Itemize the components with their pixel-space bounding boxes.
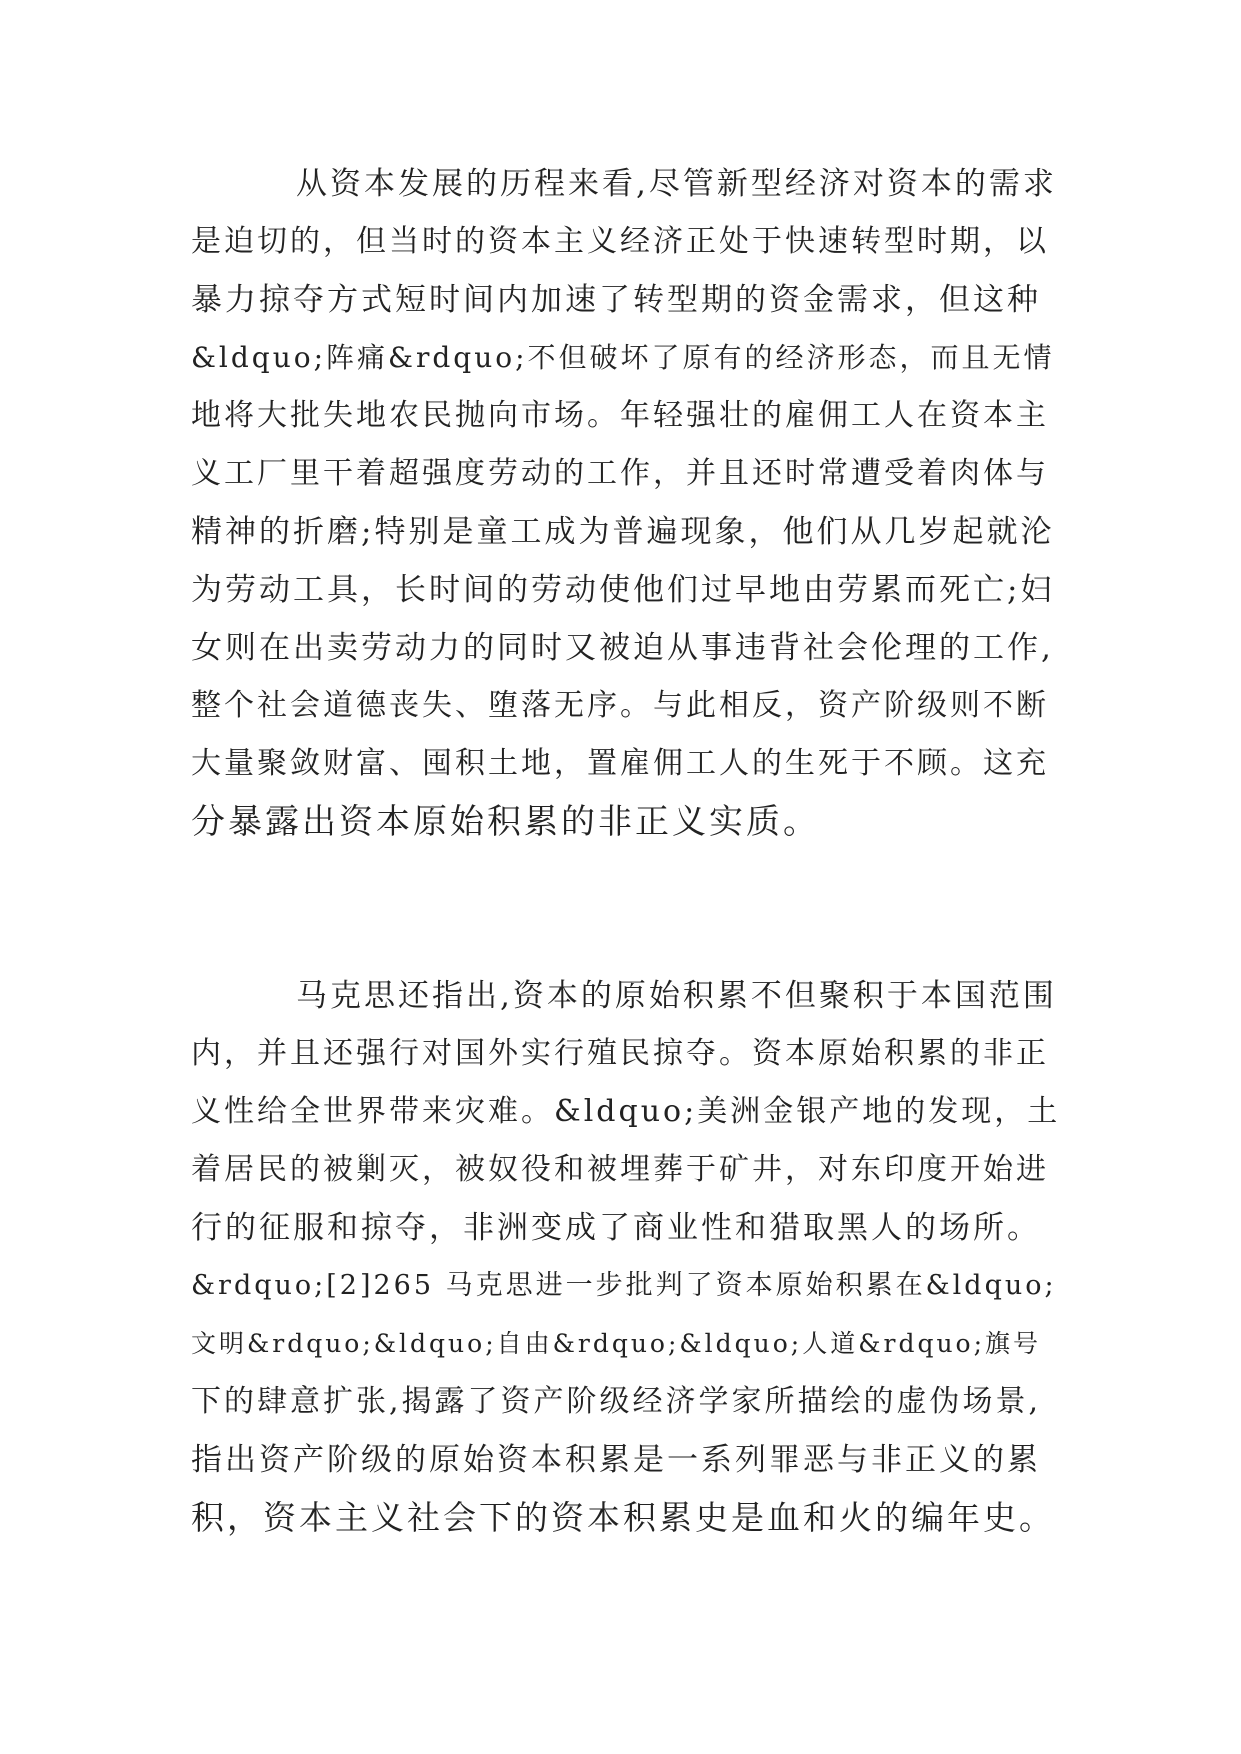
- paragraph-line: &rdquo;[2]265 马克思进一步批判了资本原始积累在&ldquo;: [191, 1270, 1057, 1301]
- paragraph-line: 为劳动工具，长时间的劳动使他们过早地由劳累而死亡;妇: [191, 572, 1055, 608]
- paragraph-line: 义性给全世界带来灾难。&ldquo;美洲金银产地的发现，土: [191, 1094, 1061, 1129]
- paragraph-line: &ldquo;阵痛&rdquo;不但破坏了原有的经济形态，而且无情: [191, 341, 1055, 374]
- paragraph-line: 文明&rdquo;&ldquo;自由&rdquo;&ldquo;人道&rdquo;旗号: [191, 1329, 1042, 1358]
- paragraph-line: 女则在出卖劳动力的同时又被迫从事违背社会伦理的工作,: [191, 630, 1054, 666]
- paragraph-line: 大量聚敛财富、囤积土地，置雇佣工人的生死于不顾。这充: [191, 746, 1049, 781]
- paragraph-line: 行的征服和掠夺，非洲变成了商业性和猎取黑人的场所。: [191, 1210, 1041, 1246]
- paragraph-line: 分暴露出资本原始积累的非正义实质。: [191, 802, 820, 842]
- paragraph-line: 积，资本主义社会下的资本积累史是血和火的编年史。: [191, 1498, 1055, 1537]
- paragraph-line: 着居民的被剿灭，被奴役和被埋葬于矿井，对东印度开始进: [191, 1152, 1049, 1187]
- paragraph-line: 暴力掠夺方式短时间内加速了转型期的资金需求，但这种: [191, 282, 1041, 318]
- paragraph-line: 地将大批失地农民抛向市场。年轻强壮的雇佣工人在资本主: [191, 398, 1049, 433]
- paragraph-line: 精神的折磨;特别是童工成为普遍现象，他们从几岁起就沦: [191, 514, 1055, 550]
- paragraph-line: 内，并且还强行对国外实行殖民掠夺。资本原始积累的非正: [191, 1036, 1049, 1071]
- paragraph-line: 指出资产阶级的原始资本积累是一系列罪恶与非正义的累: [191, 1442, 1041, 1478]
- paragraph-line: 整个社会道德丧失、堕落无序。与此相反，资产阶级则不断: [191, 688, 1049, 723]
- paragraph-line: 义工厂里干着超强度劳动的工作，并且还时常遭受着肉体与: [191, 456, 1049, 491]
- paragraph-line: 是迫切的，但当时的资本主义经济正处于快速转型时期，以: [191, 224, 1049, 259]
- paragraph-line: 从资本发展的历程来看,尽管新型经济对资本的需求: [296, 166, 1057, 202]
- paragraph-line: 下的肆意扩张,揭露了资产阶级经济学家所描绘的虚伪场景,: [191, 1384, 1042, 1419]
- paragraph-line: 马克思还指出,资本的原始积累不但聚积于本国范围: [296, 978, 1057, 1014]
